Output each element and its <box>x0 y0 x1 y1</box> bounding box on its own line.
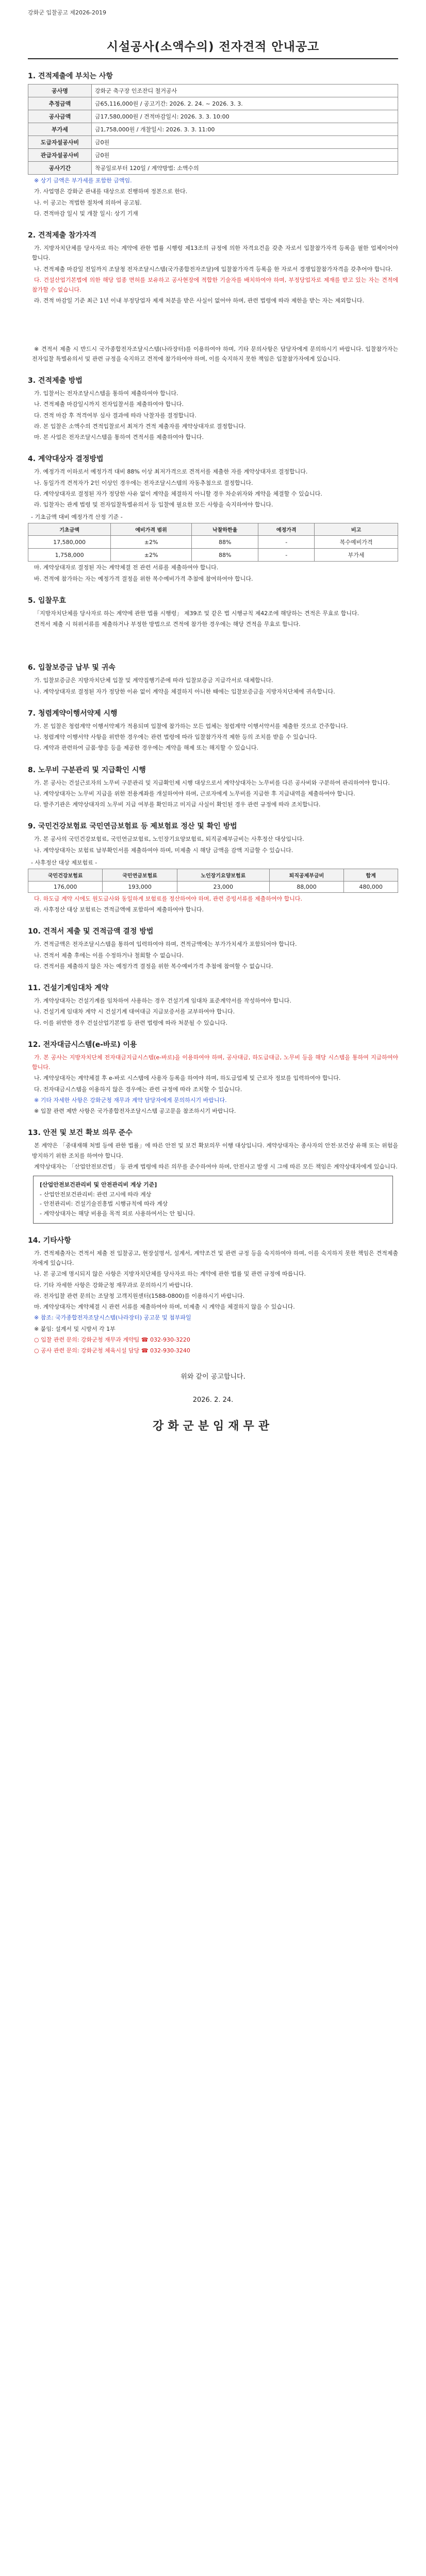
paragraph: 다. 이를 위반한 경우 건설산업기본법 등 관련 법령에 따라 처분될 수 있습니다. <box>34 1019 227 1026</box>
column-header: 비고 <box>315 523 398 536</box>
section-2-title: 2. 견적제출 참가자격 <box>28 231 96 240</box>
section-9-title: 9. 국민건강보험료 국민연금보험료 등 제보험료 정산 및 확인 방법 <box>28 822 237 831</box>
paragraph: 라. 견적 마감일 기준 최근 1년 이내 부정당업자 제재 처분을 받은 사실이 없어야 하며, 관련 법령에 따라 제한을 받는 자는 제외합니다. <box>34 297 364 304</box>
section-13-title: 13. 안전 및 보건 확보 의무 준수 <box>28 1129 133 1138</box>
paragraph: 나. 본 공고에 명시되지 않은 사항은 지방자치단체를 당사자로 하는 계약에 관한 법률 및 관련 규정에 따릅니다. <box>34 1270 306 1278</box>
box-line: [산업안전보건관리비 및 안전관리비 계상 기준] <box>40 1181 157 1188</box>
paragraph: 다. 견적서를 제출하지 않은 자는 예정가격 결정을 위한 복수예비가격 추첨에 참여할 수 없습니다. <box>34 962 273 970</box>
table-row <box>28 123 398 136</box>
table-header-row <box>28 869 398 881</box>
table-cell: 관급자설공사비 <box>28 149 92 162</box>
section-10-title: 10. 견적서 제출 및 견적금액 결정 방법 <box>28 927 154 936</box>
note: 나. 이 공고는 적법한 절차에 의하여 공고됨. <box>34 199 142 206</box>
paragraph: 마. 본 사업은 전자조달시스템을 통하여 견적서를 제출하여야 합니다. <box>34 434 204 440</box>
note: 다. 견적마감 일시 및 개찰 일시: 상기 기재 <box>34 210 138 217</box>
paragraph: 나. 계약상대자로 결정된 자가 정당한 이유 없이 계약을 체결하지 아니한 때에는 입찰보증금을 지방자치단체에 귀속합니다. <box>34 688 335 695</box>
paragraph: 가. 지방자치단체를 당사자로 하는 계약에 관한 법률 시행령 제13조의 규정에 의한 자격요건을 갖춘 자로서 입찰참가자격 등록을 필한 업체이어야 합니다. <box>32 245 398 262</box>
section-6-title: 6. 입찰보증금 납부 및 귀속 <box>28 664 116 672</box>
paragraph: 라. 입찰자는 관계 법령 및 전자입찰특별유의서 등 입찰에 필요한 모든 사항을 숙지하여야 합니다. <box>34 501 273 508</box>
contact-line: ○ 입찰 관련 문의: 강화군청 재무과 계약팀 ☎ 032-930-3220 <box>34 1336 190 1343</box>
contact-line: ○ 공사 관련 문의: 강화군청 체육시설 담당 ☎ 032-930-3240 <box>34 1347 190 1354</box>
column-header: 기초금액 <box>28 523 111 536</box>
section-1-title: 1. 견적제출에 부치는 사항 <box>28 72 113 80</box>
table-cell: 88% <box>192 536 258 549</box>
reference-line: ※ 붙임: 설계서 및 시방서 각 1부 <box>34 1325 116 1332</box>
reference-line: ※ 참조: 국가종합전자조달시스템(나라장터) 공고문 및 첨부파일 <box>34 1314 191 1321</box>
paragraph: 라. 본 입찰은 소액수의 견적입찰로서 최저가 견적 제출자를 계약상대자로 결정합니다. <box>34 422 246 430</box>
document-title: 시설공사(소액수의) 전자견적 안내공고 <box>28 37 398 59</box>
notice-paragraph: ※ 견적서 제출 시 반드시 국가종합전자조달시스템(나라장터)를 이용하여야 하며, 기타 문의사항은 담당자에게 문의하시기 바랍니다. 입찰참가자는 전자입찰 특별유의서 및 관련 규정을 숙지하고 견적에 참가하여야 하며, 이를 숙지하지 못한 책임은 입찰참가자에게 있습니다. <box>32 345 398 362</box>
paragraph: 나. 청렴계약 이행서약 사항을 위반한 경우에는 관련 법령에 따라 입찰참가자격 제한 등의 조치를 받을 수 있습니다. <box>34 734 317 740</box>
paragraph: 나. 계약상대자는 계약체결 후 e-바로 시스템에 사용자 등록을 하여야 하며, 하도급업체 및 근로자 정보를 입력하여야 합니다. <box>34 1075 341 1082</box>
table-header-row <box>28 523 398 536</box>
section-12-title: 12. 전자대금시스템(e-바로) 이용 <box>28 1040 137 1049</box>
section-8-title: 8. 노무비 구분관리 및 지급확인 시행 <box>28 766 146 774</box>
table-cell: 금0원 <box>92 149 398 162</box>
paragraph: 마. 계약상대자로 결정된 자는 계약체결 전 관련 서류를 제출하여야 합니다. <box>34 564 219 571</box>
table-cell: 193,000 <box>103 881 177 892</box>
paragraph: 나. 계약상대자는 노무비 지급을 위한 전용계좌를 개설하여야 하며, 근로자에게 노무비를 지급한 후 지급내역을 제출하여야 합니다. <box>34 790 355 797</box>
table-cell: 금0원 <box>92 136 398 149</box>
table-row <box>28 110 398 123</box>
table-cell: 강화군 축구장 인조잔디 철거공사 <box>92 84 398 97</box>
section-5-title: 5. 입찰무효 <box>28 596 67 605</box>
closing-line: 위와 같이 공고합니다. <box>181 1373 245 1381</box>
table-cell: 부가세 <box>28 123 92 136</box>
table-label: - 기초금액 대비 예정가격 산정 기준 - <box>31 514 123 521</box>
paragraph: 나. 견적서 제출 후에는 이를 수정하거나 철회할 수 없습니다. <box>34 952 184 959</box>
paragraph: 바. 견적에 참가하는 자는 예정가격 결정을 위한 복수예비가격 추첨에 참여하여야 합니다. <box>34 575 253 582</box>
paragraph: 마. 계약상대자는 계약체결 시 관련 서류를 제출하여야 하며, 미제출 시 계약을 체결하지 않을 수 있습니다. <box>34 1303 295 1310</box>
column-header: 국민연금보험료 <box>103 869 177 881</box>
paragraph: 가. 본 공사는 건설근로자의 노무비 구분관리 및 지급확인제 시행 대상으로서 계약상대자는 노무비를 다른 공사비와 구분하여 관리하여야 합니다. <box>34 779 390 786</box>
issuer-name: 강화군분임재무관 <box>152 1420 274 1433</box>
paragraph: 다. 계약과 관련하여 금품·향응 등을 제공한 경우에는 계약을 해제 또는 해지할 수 있습니다. <box>34 744 258 752</box>
table-row <box>28 881 398 892</box>
paragraph: 다. 하도급 계약 시에도 원도급사와 동일하게 보험료를 정산하여야 하며, 관련 증빙서류를 제출하여야 합니다. <box>34 895 302 902</box>
safety-cost-box <box>33 1176 393 1224</box>
table-cell: 공사기간 <box>28 162 92 175</box>
table-row <box>28 84 398 97</box>
table-cell: 부가세 <box>315 549 398 562</box>
table-cell: 88,000 <box>269 881 343 892</box>
table-cell: 480,000 <box>344 881 398 892</box>
table-cell: 176,000 <box>28 881 103 892</box>
paragraph: 가. 계약상대자는 건설기계를 임차하여 사용하는 경우 건설기계 임대차 표준계약서를 작성하여야 합니다. <box>34 997 291 1004</box>
paragraph: 나. 동일가격 견적자가 2인 이상인 경우에는 전자조달시스템의 자동추첨으로 결정합니다. <box>34 479 253 486</box>
box-line: - 계약상대자는 해당 비용을 목적 외로 사용하여서는 안 됩니다. <box>40 1210 195 1217</box>
table-row <box>28 536 398 549</box>
table-cell: 추정금액 <box>28 97 92 110</box>
paragraph: ※ 입찰 관련 제반 사항은 국가종합전자조달시스템 공고문을 참조하시기 바랍니다. <box>34 1108 236 1114</box>
paragraph: 라. 사후정산 대상 보험료는 견적금액에 포함하여 제출하여야 합니다. <box>34 906 204 913</box>
column-header: 예비가격 범위 <box>111 523 192 536</box>
paragraph: 가. 견적제출자는 견적서 제출 전 입찰공고, 현장설명서, 설계서, 계약조건 및 관련 규정 등을 숙지하여야 하며, 이를 숙지하지 못한 책임은 견적제출자에게 있습니다. <box>32 1249 398 1266</box>
notice-number: 강화군 입찰공고 제2026-2019 <box>28 9 106 16</box>
paragraph: 가. 입찰서는 전자조달시스템을 통하여 제출하여야 합니다. <box>34 390 178 397</box>
paragraph: 「지방자치단체를 당사자로 하는 계약에 관한 법률 시행령」 제39조 및 같은 법 시행규칙 제42조에 해당하는 견적은 무효로 합니다. <box>34 609 359 617</box>
section-4-title: 4. 계약대상자 결정방법 <box>28 455 104 464</box>
table-cell: 88% <box>192 549 258 562</box>
table-cell: 금65,116,000원 / 공고기간: 2026. 2. 24. ~ 2026. 3. 3. <box>92 97 398 110</box>
paragraph: 가. 견적금액은 전자조달시스템을 통하여 입력하여야 하며, 견적금액에는 부가가치세가 포함되어야 합니다. <box>34 941 297 948</box>
paragraph: 계약상대자는 「산업안전보건법」 등 관계 법령에 따른 의무를 준수하여야 하며, 안전사고 발생 시 그에 따른 모든 책임은 계약상대자에게 있습니다. <box>34 1163 398 1170</box>
paragraph: 다. 건설산업기본법에 의한 해당 업종 면허를 보유하고 공사현장에 적합한 기술자를 배치하여야 하며, 부정당업자로 제재를 받고 있는 자는 견적에 참가할 수 없습니다. <box>32 276 398 293</box>
paragraph: 가. 예정가격 이하로서 예정가격 대비 88% 이상 최저가격으로 견적서를 제출한 자를 계약상대자로 결정합니다. <box>34 468 308 476</box>
box-line: - 산업안전보건관리비: 관련 고시에 따라 계상 <box>40 1191 152 1198</box>
paragraph: 다. 견적 마감 후 적격여부 심사 결과에 따라 낙찰자를 결정합니다. <box>34 412 196 419</box>
table-cell: 1,758,000 <box>28 549 111 562</box>
paragraph: 다. 계약상대자로 결정된 자가 정당한 사유 없이 계약을 체결하지 아니할 경우 차순위자와 계약을 체결할 수 있습니다. <box>34 490 322 497</box>
section-14-title: 14. 기타사항 <box>28 1236 71 1245</box>
section-3-title: 3. 견적제출 방법 <box>28 377 83 385</box>
table-cell: ±2% <box>111 549 192 562</box>
paragraph: 가. 본 공사는 지방자치단체 전자대금지급시스템(e-바로)을 이용하여야 하며, 공사대금, 하도급대금, 노무비 등을 해당 시스템을 통하여 지급하여야 합니다. <box>32 1054 398 1071</box>
price-table <box>28 523 398 562</box>
overview-table <box>28 84 398 175</box>
table-cell: 공사명 <box>28 84 92 97</box>
table-row <box>28 149 398 162</box>
box-line: - 안전관리비: 건설기술진흥법 시행규칙에 따라 계상 <box>40 1200 168 1208</box>
paragraph: 나. 계약상대자는 보험료 납부확인서를 제출하여야 하며, 미제출 시 해당 금액을 감액 지급할 수 있습니다. <box>34 846 293 854</box>
paragraph: 나. 견적제출 마감일 전일까지 조달청 전자조달시스템(국가종합전자조달)에 입찰참가자격 등록을 한 자로서 경쟁입찰참가자격을 갖추어야 합니다. <box>34 265 393 273</box>
paragraph: 본 계약은 「중대재해 처벌 등에 관한 법률」에 따른 안전 및 보건 확보의무 이행 대상입니다. 계약상대자는 종사자의 안전·보건상 유해 또는 위험을 방지하기 위한 조치를 하여야 합니다. <box>32 1142 398 1159</box>
paragraph: 견적서 제출 시 허위서류를 제출하거나 부정한 방법으로 견적에 참가한 경우에는 해당 견적을 무효로 합니다. <box>34 621 301 628</box>
table-cell: 복수예비가격 <box>315 536 398 549</box>
table-row <box>28 97 398 110</box>
note: 가. 사업명은 강화군 관내를 대상으로 진행하며 정본으로 한다. <box>34 188 188 195</box>
spacer <box>28 630 398 651</box>
issue-date: 2026. 2. 24. <box>192 1396 234 1404</box>
table-cell: 금1,758,000원 / 개찰일시: 2026. 3. 3. 11:00 <box>92 123 398 136</box>
paragraph: 가. 본 공사의 국민건강보험료, 국민연금보험료, 노인장기요양보험료, 퇴직공제부금비는 사후정산 대상입니다. <box>34 836 304 843</box>
paragraph: 가. 본 입찰은 청렴계약 이행서약제가 적용되며 입찰에 참가하는 모든 업체는 청렴계약 이행서약서를 제출한 것으로 간주합니다. <box>34 722 348 730</box>
column-header: 국민건강보험료 <box>28 869 103 881</box>
table-row <box>28 136 398 149</box>
table-cell: - <box>258 536 315 549</box>
paragraph: 다. 전자대금시스템을 이용하지 않은 경우에는 관련 규정에 따라 조치할 수 있습니다. <box>34 1086 242 1093</box>
table-cell: ±2% <box>111 536 192 549</box>
paragraph: 나. 견적제출 마감일시까지 전자입찰서를 제출하여야 합니다. <box>34 401 184 408</box>
table-label: - 사후정산 대상 제보험료 - <box>31 859 97 866</box>
table-cell: 도급자설공사비 <box>28 136 92 149</box>
column-header: 낙찰하한율 <box>192 523 258 536</box>
paragraph: 다. 발주기관은 계약상대자의 노무비 지급 여부를 확인하고 미지급 사실이 확인된 경우 관련 규정에 따라 조치합니다. <box>34 801 321 808</box>
table-cell: - <box>258 549 315 562</box>
table-cell: 착공일로부터 120일 / 계약방법: 소액수의 <box>92 162 398 175</box>
insurance-table <box>28 869 398 893</box>
column-header: 예정가격 <box>258 523 315 536</box>
note: ※ 상기 금액은 부가세를 포함한 금액임. <box>34 177 132 184</box>
table-cell: 17,580,000 <box>28 536 111 549</box>
section-7-title: 7. 청렴계약이행서약제 시행 <box>28 709 118 718</box>
paragraph: 나. 건설기계 임대차 계약 시 건설기계 대여대금 지급보증서를 교부하여야 합니다. <box>34 1008 235 1015</box>
table-cell: 공사금액 <box>28 110 92 123</box>
column-header: 합계 <box>344 869 398 881</box>
column-header: 노인장기요양보험료 <box>177 869 269 881</box>
section-11-title: 11. 건설기계임대차 계약 <box>28 984 109 992</box>
paragraph: 다. 기타 자세한 사항은 강화군청 재무과로 문의하시기 바랍니다. <box>34 1281 193 1289</box>
table-cell: 23,000 <box>177 881 269 892</box>
table-cell: 금17,580,000원 / 견적마감일시: 2026. 3. 3. 10:00 <box>92 110 398 123</box>
paragraph: 라. 전자입찰 관련 문의는 조달청 고객지원센터(1588-0800)를 이용하시기 바랍니다. <box>34 1292 245 1299</box>
table-row <box>28 549 398 562</box>
paragraph: ※ 기타 자세한 사항은 강화군청 재무과 계약 담당자에게 문의하시기 바랍니다. <box>34 1096 227 1104</box>
spacer <box>28 307 398 343</box>
paragraph: 가. 입찰보증금은 지방자치단체 입찰 및 계약집행기준에 따라 입찰보증금 지급각서로 대체합니다. <box>34 677 273 684</box>
table-row <box>28 162 398 175</box>
column-header: 퇴직공제부금비 <box>269 869 343 881</box>
